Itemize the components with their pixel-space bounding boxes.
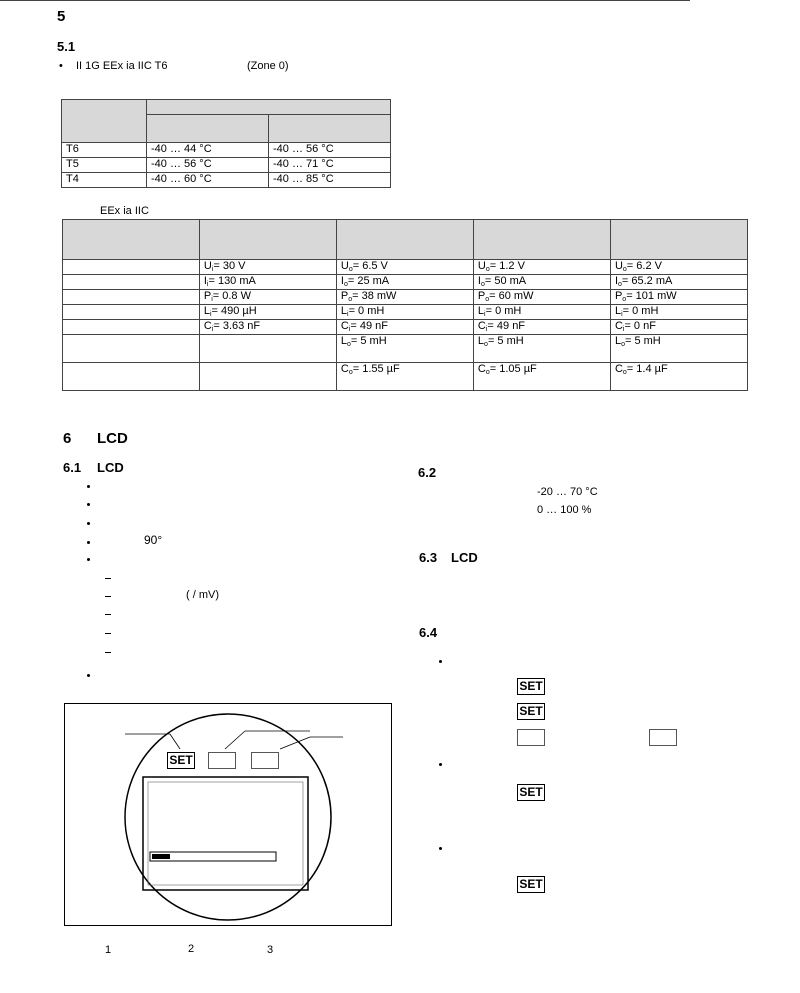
lcd-figure-drawing	[65, 704, 391, 925]
table-cell: T6	[62, 143, 147, 158]
temp-table-header-col2	[269, 115, 391, 143]
section-6-1-number: 6.1	[63, 460, 82, 475]
table-cell: -40 … 56 °C	[269, 143, 391, 158]
elec-row-label	[63, 335, 200, 363]
table-cell: $U_o= 6.2$ V	[610, 260, 747, 275]
table-cell: -40 … 60 °C	[147, 173, 269, 188]
table-cell: $L_o= 5$ mH	[610, 335, 747, 363]
bullet-marker	[87, 541, 90, 544]
table-row	[62, 158, 391, 173]
table-row	[63, 290, 748, 305]
bullet-marker	[87, 503, 90, 506]
dash-marker	[105, 578, 111, 579]
table-cell: -40 … 44 °C	[147, 143, 269, 158]
table-cell: $C_o= 1.4$ µF	[610, 363, 747, 391]
down-button[interactable]	[517, 729, 545, 746]
table-cell: $P_o= 38$ mW	[336, 290, 473, 305]
table-cell: $I_o= 25$ mA	[336, 275, 473, 290]
elec-row-label	[63, 275, 200, 290]
table-cell: $C_i= 0$ nF	[610, 320, 747, 335]
table-row	[63, 335, 748, 363]
top-rule	[0, 0, 690, 1]
table-cell: $U_i= 30$ V	[199, 260, 336, 275]
elec-header-cell	[473, 220, 610, 260]
set-button[interactable]: SET	[517, 703, 545, 720]
table-cell: $L_o= 5$ mH	[336, 335, 473, 363]
dash-marker	[105, 633, 111, 634]
elec-row-label	[63, 363, 200, 391]
table-cell: -40 … 71 °C	[269, 158, 391, 173]
ex-marking-text: II 1G EEx ia IIC T6	[76, 60, 168, 72]
table-cell: $C_i= 49$ nF	[336, 320, 473, 335]
zone-text: (Zone 0)	[247, 60, 289, 72]
section-6-1-title: LCD	[97, 460, 124, 475]
lcd-figure	[64, 703, 392, 926]
elec-row-label	[63, 320, 200, 335]
section-6-2-number: 6.2	[418, 465, 437, 480]
up-button[interactable]	[649, 729, 677, 746]
table-row	[63, 260, 748, 275]
up-button[interactable]	[251, 752, 279, 769]
table-cell: $L_i= 0$ mH	[336, 305, 473, 320]
elec-row-label	[63, 305, 200, 320]
table-row	[63, 305, 748, 320]
leader-line-2	[225, 731, 245, 749]
table-cell	[199, 363, 336, 391]
table-cell: -40 … 56 °C	[147, 158, 269, 173]
temp-table-header-class	[62, 100, 147, 143]
section-6-4-number: 6.4	[419, 625, 438, 640]
table-cell: $P_i= 0.8$ W	[199, 290, 336, 305]
table-row	[62, 143, 391, 158]
table-row	[63, 320, 748, 335]
bullet-marker	[87, 558, 90, 561]
set-button[interactable]: SET	[517, 876, 545, 893]
table-row	[63, 363, 748, 391]
bullet-marker	[439, 847, 442, 850]
elec-header-cell	[63, 220, 200, 260]
table-cell: $C_o= 1.05$ µF	[473, 363, 610, 391]
down-button[interactable]	[208, 752, 236, 769]
elec-header-cell	[336, 220, 473, 260]
table-cell: T4	[62, 173, 147, 188]
table-cell: $I_o= 50$ mA	[473, 275, 610, 290]
set-button[interactable]: SET	[517, 678, 545, 695]
lcd-housing-circle	[125, 714, 331, 920]
table-cell: $U_o= 1.2$ V	[473, 260, 610, 275]
temp-range-text: -20 … 70 °C	[537, 486, 598, 498]
bullet-marker	[439, 763, 442, 766]
bullet-marker	[87, 522, 90, 525]
table-cell: $C_i= 49$ nF	[473, 320, 610, 335]
figure-label-3: 3	[267, 944, 274, 956]
eex-label: EEx ia IIC	[100, 205, 149, 217]
bullet-marker	[87, 674, 90, 677]
section-5-heading: 5	[57, 8, 66, 25]
elec-header-cell	[199, 220, 336, 260]
table-cell: $L_i= 0$ mH	[610, 305, 747, 320]
temp-table-header-ambient	[147, 100, 391, 115]
table-cell: $P_o= 101$ mW	[610, 290, 747, 305]
elec-row-label	[63, 290, 200, 305]
temperature-class-table	[61, 99, 391, 188]
lcd-bargraph-fill	[152, 854, 170, 859]
table-row	[62, 173, 391, 188]
bullet-marker	[439, 660, 442, 663]
set-button[interactable]: SET	[517, 784, 545, 801]
section-6-number: 6	[63, 430, 72, 447]
humidity-range-text: 0 … 100 %	[537, 504, 592, 516]
elec-row-label	[63, 260, 200, 275]
bullet-marker: •	[59, 60, 63, 72]
leader-line-1b	[170, 734, 180, 749]
figure-label-2: 2	[188, 943, 195, 955]
lcd-screen	[143, 777, 308, 890]
section-6-title: LCD	[97, 430, 128, 447]
dash-marker	[105, 652, 111, 653]
table-cell: T5	[62, 158, 147, 173]
dash-marker	[105, 614, 111, 615]
mv-text: ( / mV)	[186, 589, 219, 601]
table-cell: $L_i= 490$ µH	[199, 305, 336, 320]
section-5-1-heading: 5.1	[57, 39, 76, 54]
table-cell: $L_o= 5$ mH	[473, 335, 610, 363]
rotation-angle-text: 90°	[144, 533, 163, 547]
dash-marker	[105, 596, 111, 597]
table-cell: $C_i= 3.63$ nF	[199, 320, 336, 335]
lcd-screen-inner	[148, 782, 303, 885]
electrical-data-table	[62, 219, 748, 391]
elec-header-cell	[610, 220, 747, 260]
table-cell: $U_o= 6.5$ V	[336, 260, 473, 275]
bullet-marker	[87, 485, 90, 488]
figure-label-1: 1	[105, 944, 112, 956]
table-cell	[199, 335, 336, 363]
section-6-3-title: LCD	[451, 550, 478, 565]
set-button[interactable]: SET	[167, 752, 195, 769]
table-cell: $I_i= 130$ mA	[199, 275, 336, 290]
table-cell: -40 … 85 °C	[269, 173, 391, 188]
table-cell: $I_o= 65.2$ mA	[610, 275, 747, 290]
temp-table-header-col1	[147, 115, 269, 143]
section-6-3-number: 6.3	[419, 550, 438, 565]
table-cell: $C_o= 1.55$ µF	[336, 363, 473, 391]
table-row	[63, 275, 748, 290]
table-cell: $P_o= 60$ mW	[473, 290, 610, 305]
table-cell: $L_i= 0$ mH	[473, 305, 610, 320]
